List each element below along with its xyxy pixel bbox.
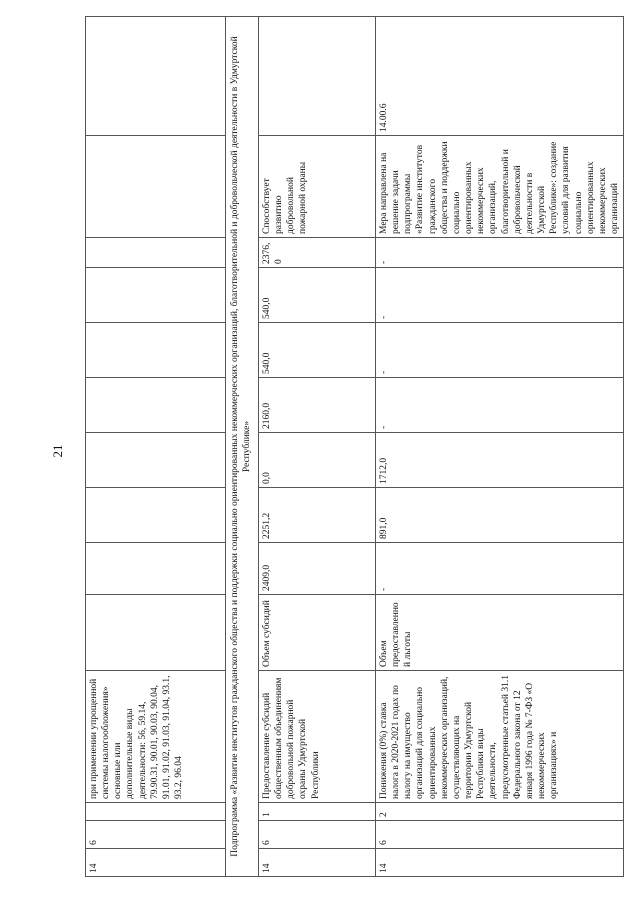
- cell-empty: [86, 433, 226, 488]
- section-row: [226, 17, 259, 877]
- cell-value: 2409,0: [259, 543, 376, 595]
- cell-code-2: 6: [259, 821, 376, 849]
- page-number: 21: [50, 444, 65, 458]
- cell-description: Предоставление субсидий общественным объединениям добровольной пожарной охраны Удмуртской Республики: [259, 671, 376, 803]
- cell-code-2: 6: [376, 821, 624, 849]
- cell-value: -: [376, 378, 624, 433]
- cell-value: 1712,0: [376, 433, 624, 488]
- cell-effect: Способствует развитию добровольной пожарной охраны: [259, 136, 376, 238]
- table-row: [86, 17, 226, 877]
- cell-indicator: Объем предоставленной льготы: [376, 595, 624, 671]
- cell-code-1: 14: [86, 849, 226, 877]
- cell-code-target: [259, 17, 376, 136]
- cell-value: 2376,0: [259, 238, 376, 268]
- table-row: [376, 17, 624, 877]
- cell-effect: Мера направлена на решение задачи подпрограммы «Развитие институтов гражданского общества и поддержки социально ориентированных некоммерческих организаций, благотворительной и добровольческой деятельности в Удмуртской Республике»: создание условий для развития социально ориентированных некоммерческих организаций: [376, 136, 624, 238]
- cell-empty: [86, 323, 226, 378]
- cell-value: 540,0: [259, 268, 376, 323]
- cell-value: 0,0: [259, 433, 376, 488]
- cell-code-3: 1: [259, 803, 376, 821]
- table-row: [259, 17, 376, 877]
- measures-table: [85, 16, 624, 877]
- cell-empty: [86, 17, 226, 136]
- cell-value: -: [376, 323, 624, 378]
- cell-value: 891,0: [376, 488, 624, 543]
- cell-value: -: [376, 268, 624, 323]
- cell-empty: [86, 238, 226, 268]
- cell-value: 2160,0: [259, 378, 376, 433]
- cell-empty: [86, 136, 226, 238]
- rotated-table-container: [85, 17, 625, 877]
- cell-value: -: [376, 238, 624, 268]
- cell-empty: [86, 378, 226, 433]
- cell-value: 540,0: [259, 323, 376, 378]
- cell-description: при применении упрощенной системы налогообложения» основные или дополнительные виды деятельности: 56, 59.14, 79.90.31, 90.01, 90.03, 90.04, 91.01, 91.02, 91.03, 91.04, 93.1, 93.2, 96.04: [86, 671, 226, 803]
- cell-indicator: Объем субсидий: [259, 595, 376, 671]
- cell-value: 2251,2: [259, 488, 376, 543]
- cell-empty: [86, 595, 226, 671]
- cell-code-1: 14: [376, 849, 624, 877]
- cell-code-1: 14: [259, 849, 376, 877]
- section-title: Подпрограмма «Развитие институтов гражданского общества и поддержки социально ориентированных некоммерческих организаций, благотворительной и добровольческой деятельности в Удмуртской Республике»: [226, 17, 259, 877]
- cell-code-target: 14.00.6: [376, 17, 624, 136]
- cell-empty: [86, 543, 226, 595]
- cell-code-3: 2: [376, 803, 624, 821]
- cell-description: Понижения (0%) ставка налога в 2020-2021 годах по налогу на имущество организаций для социально ориентированных некоммерческих организаций, осуществляющих на территории Удмуртской Республики виды деятельности, предусмотренные статьей 31.1 Федерального закона от 12 января 1996 года № 7-ФЗ «О некоммерческих организациях» и: [376, 671, 624, 803]
- cell-empty: [86, 268, 226, 323]
- cell-empty: [86, 488, 226, 543]
- cell-code-3: [86, 803, 226, 821]
- cell-value: -: [376, 543, 624, 595]
- cell-code-2: 6: [86, 821, 226, 849]
